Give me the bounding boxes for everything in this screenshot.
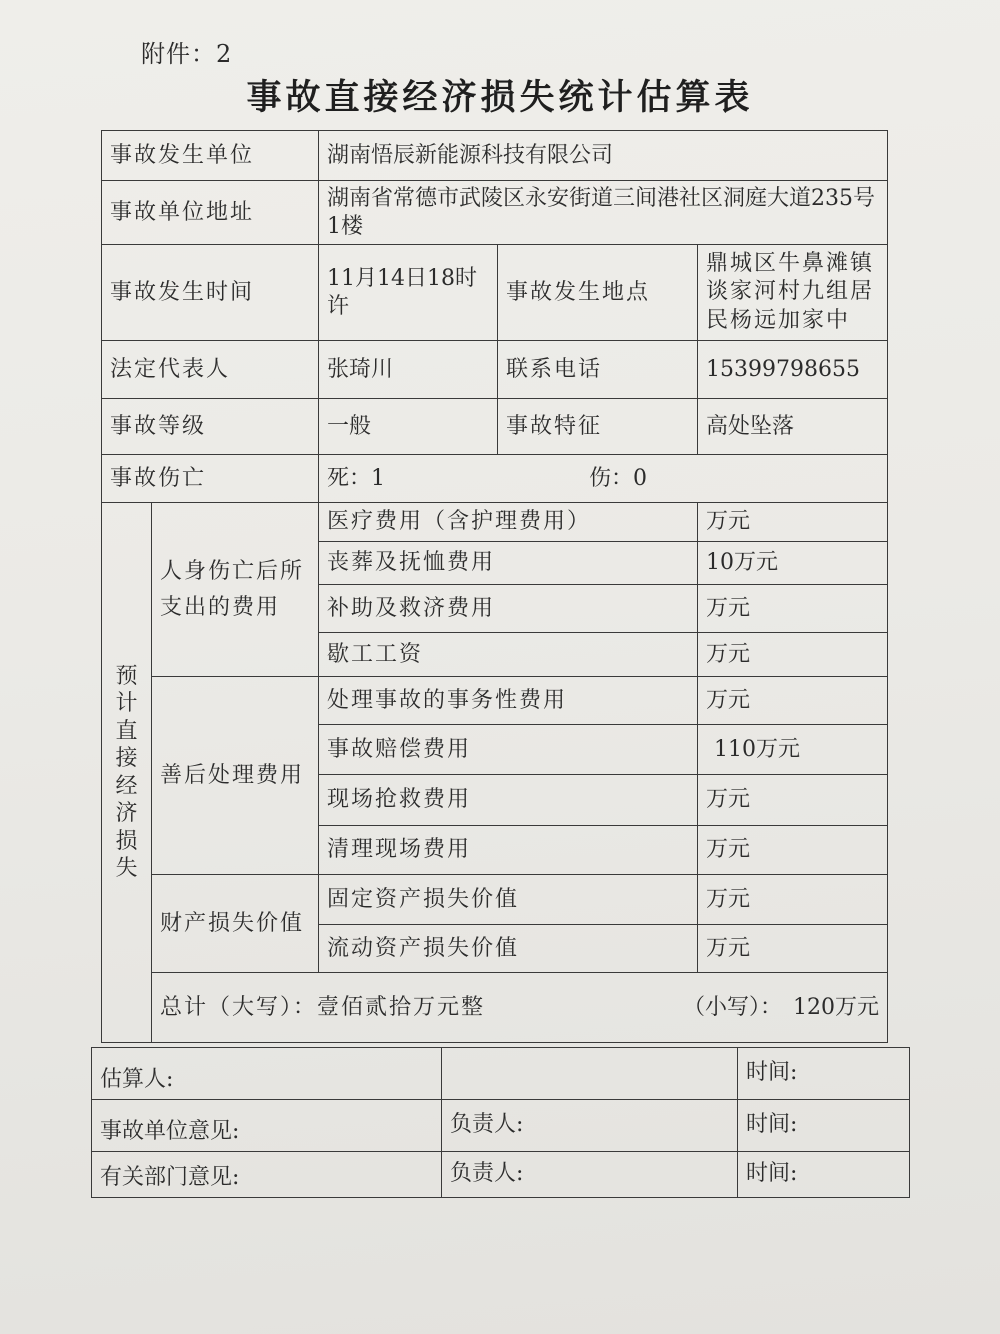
section-vertical-label bbox=[102, 503, 152, 1043]
cost-value: 万元 bbox=[698, 503, 888, 542]
cost-label: 医疗费用（含护理费用） bbox=[319, 503, 698, 542]
label-unit: 事故发生单位 bbox=[102, 131, 319, 181]
value-casualty bbox=[319, 455, 888, 503]
cost-label: 固定资产损失价值 bbox=[319, 875, 698, 925]
unit-opinion-label: 事故单位意见: bbox=[92, 1100, 442, 1152]
label-place: 事故发生地点 bbox=[498, 245, 698, 341]
cost-value: 万元 bbox=[698, 633, 888, 677]
total-big-label: 总计（大写）： bbox=[160, 994, 318, 1020]
cost-value: 万元 bbox=[698, 925, 888, 973]
dept-responsible: 负责人: bbox=[442, 1152, 738, 1198]
row-estimator bbox=[92, 1048, 910, 1100]
total-small-label: （小写）： bbox=[683, 994, 783, 1020]
row-time-place bbox=[102, 245, 888, 341]
cost-value: 110万元 bbox=[698, 725, 888, 775]
cost-value: 万元 bbox=[698, 775, 888, 826]
cost-label: 丧葬及抚恤费用 bbox=[319, 542, 698, 585]
label-level: 事故等级 bbox=[102, 399, 319, 455]
value-unit: 湖南悟辰新能源科技有限公司 bbox=[319, 131, 888, 181]
total-small-value: 120万元 bbox=[793, 994, 880, 1020]
signature-table bbox=[91, 1047, 910, 1198]
total-big-value: 壹佰贰拾万元整 bbox=[317, 994, 486, 1020]
cost-label: 补助及救济费用 bbox=[319, 585, 698, 633]
row-legal-rep bbox=[102, 341, 888, 399]
loss-estimation-table bbox=[101, 130, 888, 1043]
value-time: 11月14日18时许 bbox=[319, 245, 498, 341]
row-dept-opinion bbox=[92, 1152, 910, 1198]
death-label: 死： bbox=[327, 465, 372, 491]
total-big bbox=[160, 994, 485, 1022]
row-casualty bbox=[102, 455, 888, 503]
cost-row bbox=[102, 503, 888, 542]
injury-value: 0 bbox=[633, 465, 648, 491]
label-phone: 联系电话 bbox=[498, 341, 698, 399]
cost-row bbox=[102, 677, 888, 725]
label-casualty: 事故伤亡 bbox=[102, 455, 319, 503]
cost-label: 流动资产损失价值 bbox=[319, 925, 698, 973]
estimator-time: 时间: bbox=[738, 1048, 910, 1100]
unit-responsible: 负责人: bbox=[442, 1100, 738, 1152]
injury-label: 伤： bbox=[589, 465, 634, 491]
row-address bbox=[102, 181, 888, 245]
label-address: 事故单位地址 bbox=[102, 181, 319, 245]
dept-time: 时间: bbox=[738, 1152, 910, 1198]
group-property: 财产损失价值 bbox=[152, 875, 319, 973]
total-line bbox=[160, 994, 879, 1022]
unit-time: 时间: bbox=[738, 1100, 910, 1152]
value-phone: 15399798655 bbox=[698, 341, 888, 399]
death-count bbox=[327, 465, 589, 493]
total-small bbox=[683, 994, 879, 1022]
label-legal-rep: 法定代表人 bbox=[102, 341, 319, 399]
estimator-label: 估算人: bbox=[92, 1048, 442, 1100]
injury-count bbox=[589, 466, 647, 491]
cost-value: 万元 bbox=[698, 875, 888, 925]
label-time: 事故发生时间 bbox=[102, 245, 319, 341]
estimator-signature bbox=[442, 1048, 738, 1100]
cost-value: 万元 bbox=[698, 585, 888, 633]
row-level bbox=[102, 399, 888, 455]
cost-label: 处理事故的事务性费用 bbox=[319, 677, 698, 725]
label-feature: 事故特征 bbox=[498, 399, 698, 455]
group-aftermath: 善后处理费用 bbox=[152, 677, 319, 875]
value-level: 一般 bbox=[319, 399, 498, 455]
document-title: 事故直接经济损失统计估算表 bbox=[246, 77, 754, 118]
cost-row bbox=[102, 875, 888, 925]
value-address: 湖南省常德市武陵区永安街道三间港社区洞庭大道235号1楼 bbox=[319, 181, 888, 245]
group-personal: 人身伤亡后所支出的费用 bbox=[152, 503, 319, 677]
dept-opinion-label: 有关部门意见: bbox=[92, 1152, 442, 1198]
cost-label: 事故赔偿费用 bbox=[319, 725, 698, 775]
cost-label: 清理现场费用 bbox=[319, 826, 698, 875]
death-value: 1 bbox=[371, 465, 386, 491]
value-legal-rep: 张琦川 bbox=[319, 341, 498, 399]
value-feature: 高处坠落 bbox=[698, 399, 888, 455]
value-place: 鼎城区牛鼻滩镇谈家河村九组居民杨远加家中 bbox=[698, 245, 888, 341]
cost-value: 万元 bbox=[698, 826, 888, 875]
cost-label: 歇工工资 bbox=[319, 633, 698, 677]
section-vertical-text: 预计直接经济损失 bbox=[115, 663, 138, 881]
cost-value: 万元 bbox=[698, 677, 888, 725]
attachment-label: 附件：2 bbox=[141, 40, 233, 68]
row-total bbox=[102, 973, 888, 1043]
row-unit bbox=[102, 131, 888, 181]
row-unit-opinion bbox=[92, 1100, 910, 1152]
total-cell bbox=[152, 973, 888, 1043]
cost-value: 10万元 bbox=[698, 542, 888, 585]
cost-label: 现场抢救费用 bbox=[319, 775, 698, 826]
